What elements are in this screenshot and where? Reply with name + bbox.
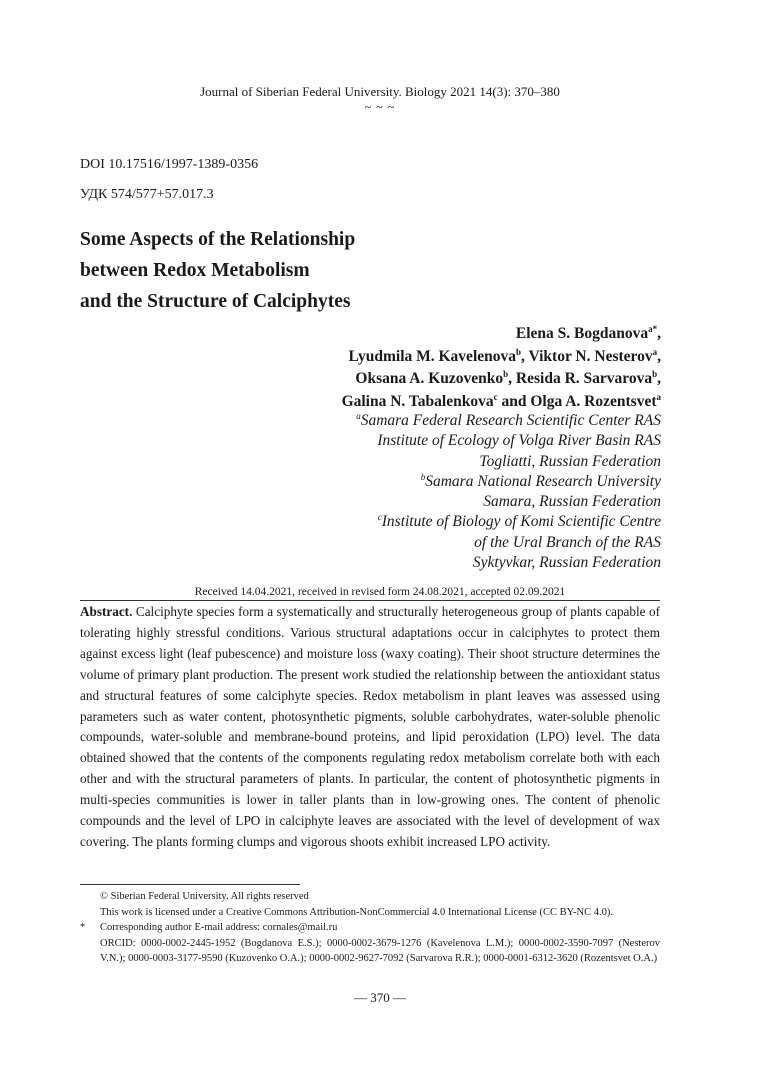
affiliation-line: $^b$Samara National Research University bbox=[420, 471, 661, 490]
abstract-text: Calciphyte species form a systematically and structurally heterogeneous group of plants capable of tolerating highly stressful conditions. Various structural adaptations occur in calciphytes to protect them against excess light (leaf pubescence) and moisture loss (waxy coating). Their shoot structure determines the volume of primary plant production. The present work studied the relationship between the antioxidant status and structural features of some calciphyte species. Redox metabolism in plant leaves was assessed using parameters such as water content, photosynthetic pigments, soluble carbohydrates, water-soluble phenolic compounds, water-soluble and membrane-bound proteins, and lipid peroxidation (LPO) level. The data obtained showed that the contents of the components regulating redox metabolism correlate both with each other and with the structural parameters of plants. In particular, the content of photosynthetic pigments in multi-species communities is lower in taller plants than in low-growing ones. The content of phenolic compounds and the level of LPO in calciphyte leaves are associated with the level of development of wax covering. The plants forming clumps and vigorous shoots exhibit increased LPO activity. bbox=[80, 604, 661, 849]
affiliation-line: Togliatti, Russian Federation bbox=[479, 452, 661, 470]
affiliation-line: $^c$Institute of Biology of Komi Scientific Centre bbox=[377, 512, 661, 531]
abstract-label: Abstract. bbox=[80, 604, 133, 619]
title-line: and the Structure of Calciphytes bbox=[80, 291, 351, 312]
affiliation-mark: b bbox=[420, 471, 426, 482]
author-affil-mark: b bbox=[516, 346, 522, 357]
orcid-note: ORCID: 0000-0002-2445-1952 (Bogdanova E.S.); 0000-0002-3679-1276 (Kavelenova L.M.); 0000-0002-3590-7097 (Nesterov V.N.); 0000-0003-3177-9590 (Kuzovenko O.A.); 0000-0002-9627-7092 (Sarvarova R.R.); 0000-0001-6312-3620 (Rozentsvet O.A.) bbox=[100, 937, 660, 964]
copyright-note: © Siberian Federal University. All rights reserved bbox=[100, 891, 309, 902]
author-affil-mark: a bbox=[656, 391, 661, 402]
author-name: Resida R. Sarvarova bbox=[515, 370, 653, 387]
affiliation-line: $^a$Samara Federal Research Scientific Center RAS bbox=[356, 410, 661, 429]
page-number: — 370 — bbox=[354, 990, 406, 1005]
author-line: Elena S. Bogdanova$^{a*}$, bbox=[515, 323, 661, 342]
author-affil-mark: c bbox=[493, 391, 498, 402]
footnotes bbox=[80, 889, 660, 967]
author-line bbox=[342, 391, 661, 414]
affiliation-mark: c bbox=[377, 512, 382, 523]
author-affil-mark: a* bbox=[648, 323, 658, 334]
udk-code: УДК 574/577+57.017.3 bbox=[80, 187, 214, 202]
affiliation-mark: a bbox=[356, 410, 361, 421]
article-title bbox=[80, 224, 355, 317]
author-affil-mark: b bbox=[652, 368, 658, 379]
affiliation-line: Syktyvkar, Russian Federation bbox=[472, 554, 661, 572]
author-name: Galina N. Tabalenkova bbox=[341, 392, 494, 410]
abstract bbox=[80, 602, 660, 853]
author-line: Oksana A. Kuzovenko$^b$, Resida R. Sarvarova$^b$, bbox=[355, 368, 661, 387]
running-header: Journal of Siberian Federal University. Biology 2021 14(3): 370–380 bbox=[200, 84, 560, 99]
author-affil-mark: b bbox=[503, 368, 509, 379]
author-name: Olga A. Rozentsvet bbox=[530, 392, 657, 410]
author-affil-mark: a bbox=[652, 346, 658, 357]
section-divider bbox=[80, 600, 660, 601]
author-name: Elena S. Bogdanova bbox=[515, 325, 649, 342]
affiliations bbox=[356, 411, 661, 573]
received-dates: Received 14.04.2021, received in revised form 24.08.2021, accepted 02.09.2021 bbox=[194, 586, 566, 598]
author-name: Lyudmila M. Kavelenova bbox=[348, 347, 516, 365]
author-name: Oksana A. Kuzovenko bbox=[355, 370, 504, 387]
affiliation-line: Samara, Russian Federation bbox=[483, 493, 661, 511]
corresponding-author-note: Corresponding author E-mail address: cornales@mail.ru bbox=[100, 922, 338, 933]
affiliation-line: of the Ural Branch of the RAS bbox=[474, 533, 661, 551]
header-ornament: ~ ~ ~ bbox=[364, 100, 396, 114]
footnote-star: * bbox=[80, 922, 86, 933]
author-conjunction: and bbox=[501, 392, 527, 410]
license-note: This work is licensed under a Creative Commons Attribution-NonCommercial 4.0 International License (CC BY-NC 4.0). bbox=[100, 906, 613, 918]
doi: DOI 10.17516/1997-1389-0356 bbox=[80, 157, 259, 172]
author-list bbox=[342, 323, 661, 413]
title-line: Some Aspects of the Relationship bbox=[80, 229, 356, 250]
author-line: Lyudmila M. Kavelenova$^b$, Viktor N. Nesterov$^a$, bbox=[348, 346, 661, 365]
title-line: between Redox Metabolism bbox=[80, 260, 310, 281]
footnote-divider bbox=[80, 884, 300, 885]
affiliation-line: Institute of Ecology of Volga River Basin RAS bbox=[377, 432, 661, 450]
author-name: Viktor N. Nesterov bbox=[528, 347, 653, 365]
